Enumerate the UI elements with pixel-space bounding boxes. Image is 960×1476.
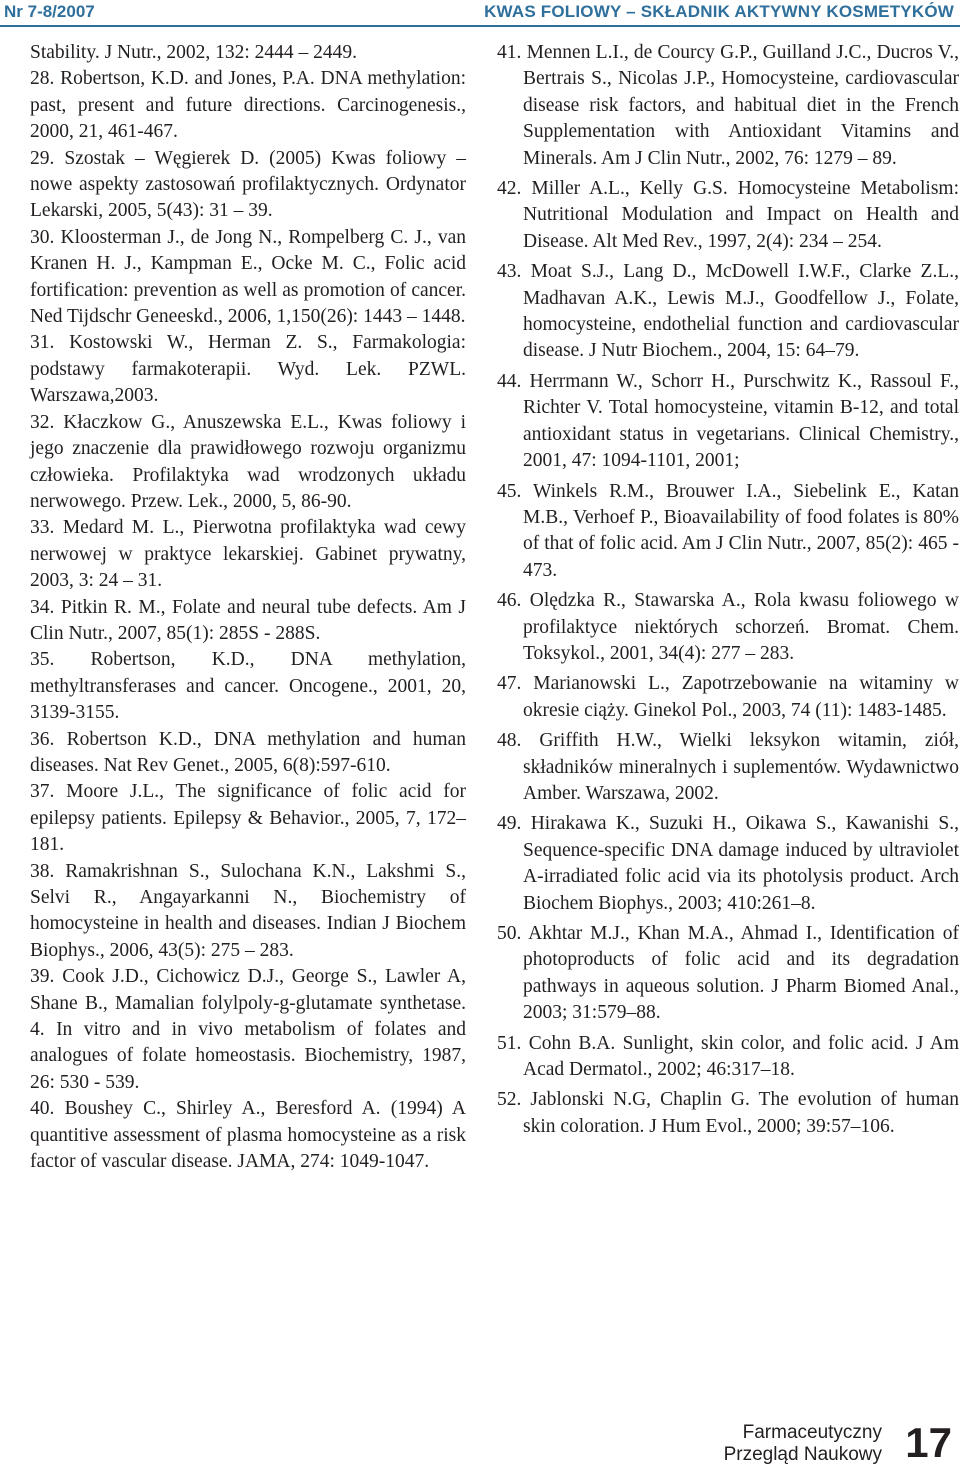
header-rule <box>0 25 960 27</box>
reference-item: 39. Cook J.D., Cichowicz D.J., George S., Lawler A, Shane B., Mamalian folylpoly-g-glutamate synthetase. 4. In vitro and in vivo metabolism of folates and analogues of folate homeostasis. Biochemistry, 1987, 26: 530 - 539. <box>30 966 466 1093</box>
section-title: KWAS FOLIOWY – SKŁADNIK AKTYWNY KOSMETYKÓW <box>484 2 954 21</box>
reference-item: 52. Jablonski N.G, Chaplin G. The evolution of human skin coloration. J Hum Evol., 2000; 39:57–106. <box>497 1089 959 1137</box>
journal-name-line2: Przegląd Naukowy <box>723 1444 882 1465</box>
reference-item: 49. Hirakawa K., Suzuki H., Oikawa S., Kawanishi S., Sequence-specific DNA damage induced by ultraviolet A-irradiated folic acid via its photolysis product. Arch Biochem Biophys., 2003; 410:261–8. <box>497 813 959 914</box>
reference-item: 29. Szostak – Węgierek D. (2005) Kwas foliowy – nowe aspekty zastosowań profilaktycznych. Ordynator Lekarski, 2005, 5(43): 31 – 39. <box>30 147 466 222</box>
page-header <box>0 0 960 26</box>
reference-item: 30. Kloosterman J., de Jong N., Rompelberg C. J., van Kranen H. J., Kampman E., Ocke M. C., Folic acid fortification: prevention as well as promotion of cancer. Ned Tijdschr Geneeskd., 2006, 1,150(26): 1443 – 1448. <box>30 226 466 328</box>
reference-item: 40. Boushey C., Shirley A., Beresford A. (1994) A quantitive assessment of plasma homocysteine as a risk factor of vascular disease. JAMA, 274: 1049-1047. <box>30 1098 466 1173</box>
page-footer <box>692 1420 952 1470</box>
reference-item: 50. Akhtar M.J., Khan M.A., Ahmad I., Identification of photoproducts of folic acid and its degradation pathways in aqueous solution. J Pharm Biomed Anal., 2003; 31:579–88. <box>497 923 959 1024</box>
journal-name <box>724 1422 882 1466</box>
reference-item: 45. Winkels R.M., Brouwer I.A., Siebelink E., Katan M.B., Verhoef P., Bioavailability of food folates is 80% of that of folic acid. Am J Clin Nutr., 2007, 85(2): 465 - 473. <box>497 480 959 581</box>
reference-item: 28. Robertson, K.D. and Jones, P.A. DNA methylation: past, present and future directions. Carcinogenesis., 2000, 21, 461-467. <box>30 68 466 143</box>
issue-number: Nr 7-8/2007 <box>4 2 95 21</box>
page-number: 17 <box>905 1419 952 1466</box>
reference-item: 37. Moore J.L., The significance of folic acid for epilepsy patients. Epilepsy & Behavior., 2005, 7, 172–181. <box>30 781 466 856</box>
reference-item: 51. Cohn B.A. Sunlight, skin color, and folic acid. J Am Acad Dermatol., 2002; 46:317–18. <box>497 1032 959 1081</box>
reference-item: 41. Mennen L.I., de Courcy G.P., Guilland J.C., Ducros V., Bertrais S., Nicolas J.P., Homocysteine, cardiovascular disease risk factors, and habitual diet in the French Supplementation with Antioxidant Vitamins and Minerals. Am J Clin Nutr., 2002, 76: 1279 – 89. <box>497 42 959 169</box>
journal-name-line1: Farmaceutyczny <box>742 1422 882 1443</box>
reference-item: 48. Griffith H.W., Wielki leksykon witamin, ziół, składników mineralnych i suplementów. Wydawnictwo Amber. Warszawa, 2002. <box>497 730 959 804</box>
reference-item: 35. Robertson, K.D., DNA methylation, methyltransferases and cancer. Oncogene., 2001, 20, 3139-3155. <box>30 649 466 724</box>
reference-item: 38. Ramakrishnan S., Sulochana K.N., Lakshmi S., Selvi R., Angayarkanni N., Biochemistry of homocysteine in health and diseases. Indian J Biochem Biophys., 2006, 43(5): 275 – 283. <box>30 860 466 961</box>
reference-item: 33. Medard M. L., Pierwotna profilaktyka wad cewy nerwowej w praktyce lekarskiej. Gabinet prywatny, 2003, 3: 24 – 31. <box>30 517 466 592</box>
references-right-column <box>497 40 959 1144</box>
reference-item: 46. Olędzka R., Stawarska A., Rola kwasu foliowego w profilaktyce niektórych schorzeń. Bromat. Chem. Toksykol., 2001, 34(4): 277 – 283. <box>497 590 959 664</box>
reference-item: 32. Kłaczkow G., Anuszewska E.L., Kwas foliowy i jego znaczenie dla prawidłowego rozwoju organizmu człowieka. Profilaktyka wad wrodzonych układu nerwowego. Przew. Lek., 2000, 5, 86-90. <box>30 411 466 512</box>
reference-item: 34. Pitkin R. M., Folate and neural tube defects. Am J Clin Nutr., 2007, 85(1): 285S - 288S. <box>30 596 466 644</box>
reference-item: Stability. J Nutr., 2002, 132: 2444 – 2449. <box>30 42 357 63</box>
reference-item: 47. Marianowski L., Zapotrzebowanie na witaminy w okresie ciąży. Ginekol Pol., 2003, 74 (11): 1483-1485. <box>497 673 959 721</box>
reference-item: 36. Robertson K.D., DNA methylation and human diseases. Nat Rev Genet., 2005, 6(8):597-610. <box>30 728 466 776</box>
reference-item: 43. Moat S.J., Lang D., McDowell I.W.F., Clarke Z.L., Madhavan A.K., Lewis M.J., Goodfellow J., Folate, homocysteine, endothelial function and cardiovascular disease. J Nutr Biochem., 2004, 15: 64–79. <box>497 261 959 362</box>
reference-item: 31. Kostowski W., Herman Z. S., Farmakologia: podstawy farmakoterapii. Wyd. Lek. PZWL. Warszawa,2003. <box>30 332 466 407</box>
reference-item: 42. Miller A.L., Kelly G.S. Homocysteine Metabolism: Nutritional Modulation and Impact on Health and Disease. Alt Med Rev., 1997, 2(4): 234 – 254. <box>497 178 959 252</box>
references-left-column <box>30 40 466 1175</box>
reference-item: 44. Herrmann W., Schorr H., Purschwitz K., Rassoul F., Richter V. Total homocysteine, vitamin B-12, and total antioxidant status in vegetarians. Clinical Chemistry., 2001, 47: 1094-1101, 2001; <box>497 370 959 472</box>
